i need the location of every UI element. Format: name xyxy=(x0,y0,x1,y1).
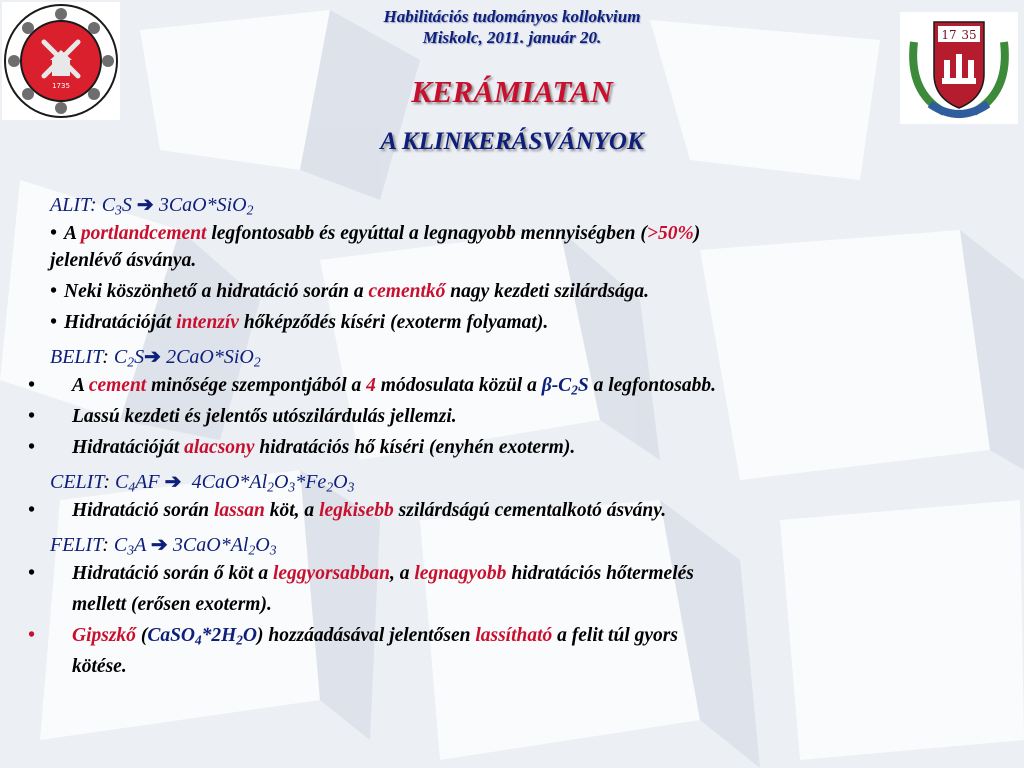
felit-b2-line-2: kötése. xyxy=(72,656,127,677)
felit-bullet-1 xyxy=(28,558,1020,620)
celit-label: CELIT xyxy=(50,471,104,493)
felit-b2-highlight: Gipszkő xyxy=(72,625,136,646)
alit-b2-text-b: nagy kezdeti szilárdsága. xyxy=(445,281,650,302)
celit-b1-text-a: Hidratáció során xyxy=(72,500,214,521)
belit-b3-text-b: hidratációs hő kíséri (enyhén exoterm). xyxy=(254,437,576,458)
alit-b1-text-c: ) xyxy=(693,223,701,244)
bullet-icon: • xyxy=(28,437,35,458)
celit-b1-highlight-2: legkisebb xyxy=(319,500,394,521)
university-logo-year-right: 35 xyxy=(961,28,977,42)
felit-b2-formula-sub2: 2 xyxy=(236,632,243,648)
belit-b1-number: 4 xyxy=(366,375,376,396)
bullet-icon: • xyxy=(28,500,35,521)
bullet-icon: • xyxy=(28,375,35,396)
header-line-2: Miskolc, 2011. január 20. xyxy=(422,28,602,47)
alit-formula-b: S xyxy=(121,194,132,216)
university-logo-year-left: 17 xyxy=(941,28,957,42)
belit-formula: C xyxy=(113,346,128,368)
felit-result: 3CaO*Al xyxy=(172,534,249,556)
alit-label: ALIT: xyxy=(50,194,97,216)
celit-formula-sub: 4 xyxy=(128,479,136,495)
belit-bullet-1 xyxy=(28,370,1020,401)
belit-result: 2CaO*SiO xyxy=(166,346,254,368)
celit-formula-b: AF xyxy=(135,471,160,493)
alit-bullet-2 xyxy=(50,276,1020,307)
celit-result-sub4: 3 xyxy=(347,479,355,495)
celit-result-sub2: 3 xyxy=(288,479,296,495)
celit-result-sub1: 2 xyxy=(267,479,274,495)
bullet-icon: • xyxy=(50,312,57,333)
felit-formula-sub: 3 xyxy=(127,542,135,558)
faculty-logo-year: 1735 xyxy=(52,82,70,90)
felit-b2-formula-b: *2H xyxy=(201,625,237,646)
slide-content xyxy=(28,192,1020,682)
felit-bullet-2 xyxy=(28,620,1020,682)
bullet-icon: • xyxy=(28,406,35,427)
celit-result-c: *Fe xyxy=(295,471,327,493)
celit-colon: : xyxy=(103,471,116,493)
alit-b3-highlight: intenzív xyxy=(176,312,239,333)
belit-formula-b: S xyxy=(134,346,145,368)
belit-b1-formula: β-C xyxy=(541,375,572,396)
felit-b2-text-c: a felit túl gyors xyxy=(552,625,678,646)
felit-result-b: O xyxy=(255,534,270,556)
felit-result-sub2: 3 xyxy=(269,542,277,558)
celit-result: 4CaO*Al xyxy=(191,471,268,493)
belit-b1-text-b: minősége szempontjából a xyxy=(146,375,367,396)
alit-heading xyxy=(50,192,1020,218)
felit-colon: : xyxy=(102,534,114,556)
alit-formula: C xyxy=(101,194,116,216)
alit-b2-text-a: Neki köszönhető a hidratáció során a xyxy=(64,281,369,302)
bullet-icon: • xyxy=(50,223,57,244)
belit-heading xyxy=(50,344,1020,370)
felit-b1-text-a: Hidratáció során ő köt a xyxy=(72,563,273,584)
celit-bullet-1 xyxy=(28,495,1020,526)
alit-b3-text-a: Hidratációját xyxy=(64,312,177,333)
alit-result: 3CaO*SiO xyxy=(158,194,247,216)
celit-result-d: O xyxy=(333,471,348,493)
felit-heading xyxy=(50,532,1020,558)
arrow-icon: ➔ xyxy=(150,534,168,556)
felit-b1-line-2: mellett (erősen exoterm). xyxy=(72,594,272,615)
celit-result-b: O xyxy=(273,471,289,493)
alit-b3-text-b: hőképződés kíséri (exoterm folyamat). xyxy=(238,312,549,333)
celit-result-sub3: 2 xyxy=(326,479,334,495)
belit-formula-sub: 2 xyxy=(127,354,135,370)
belit-b3-highlight: alacsony xyxy=(184,437,255,458)
felit-b1-highlight: leggyorsabban xyxy=(272,563,390,584)
belit-bullet-2 xyxy=(28,401,1020,432)
felit-result-sub1: 2 xyxy=(248,542,256,558)
bullet-icon: • xyxy=(28,563,35,584)
felit-b2-text-a: ( xyxy=(135,625,148,646)
celit-b1-text-c: szilárdságú cementalkotó ásvány. xyxy=(393,500,667,521)
celit-formula: C xyxy=(115,471,129,493)
felit-b2-formula-sub: 4 xyxy=(195,632,202,648)
bullet-icon: • xyxy=(50,281,57,302)
slide-subtitle: A KLINKERÁSVÁNYOK xyxy=(380,128,644,155)
celit-heading xyxy=(50,469,1020,495)
arrow-icon: ➔ xyxy=(144,346,161,368)
felit-formula-b: A xyxy=(134,534,146,556)
alit-b1-text-a: A xyxy=(64,223,81,244)
felit-b1-text-b: , a xyxy=(389,563,415,584)
belit-b1-highlight: cement xyxy=(88,375,147,396)
slide-header xyxy=(0,6,1024,48)
belit-b1-formula-sub: 2 xyxy=(571,382,578,398)
celit-b1-text-b: köt, a xyxy=(264,500,320,521)
alit-b1-highlight: portlandcement xyxy=(80,223,207,244)
arrow-icon: ➔ xyxy=(164,471,182,493)
bullet-icon: • xyxy=(28,625,35,646)
slide-title: KERÁMIATAN xyxy=(411,74,613,109)
belit-b1-formula-b: S xyxy=(577,375,589,396)
alit-b1-text-b: legfontosabb és egyúttal a legnagyobb mennyiségben ( xyxy=(206,223,647,244)
alit-bullet-3 xyxy=(50,307,1020,338)
belit-colon: : xyxy=(102,346,114,368)
felit-b2-formula: CaSO xyxy=(147,625,195,646)
felit-b2-highlight-2: lassítható xyxy=(475,625,553,646)
belit-bullet-3 xyxy=(28,432,1020,463)
alit-result-sub: 2 xyxy=(246,202,254,218)
arrow-icon: ➔ xyxy=(136,194,154,216)
alit-bullet-1-cont: jelenlévő ásványa. xyxy=(50,250,197,271)
alit-b2-highlight: cementkő xyxy=(368,281,446,302)
felit-b1-highlight-2: legnagyobb xyxy=(414,563,507,584)
alit-b1-percentage: >50% xyxy=(646,223,694,244)
belit-b1-text-a: A xyxy=(72,375,89,396)
felit-b1-text-c: hidratációs hőtermelés xyxy=(506,563,694,584)
felit-b2-text-b: ) hozzáadásával jelentősen xyxy=(257,625,476,646)
belit-result-sub: 2 xyxy=(253,354,261,370)
celit-b1-highlight: lassan xyxy=(213,500,265,521)
header-line-1: Habilitációs tudományos kollokvium xyxy=(383,7,641,26)
belit-label: BELIT xyxy=(50,346,103,368)
alit-formula-sub: 3 xyxy=(115,202,122,218)
felit-label: FELIT xyxy=(50,534,103,556)
belit-b3-text-a: Hidratációját xyxy=(72,437,185,458)
felit-b2-formula-c: O xyxy=(242,625,258,646)
belit-b2-text: Lassú kezdeti és jelentős utószilárdulás jellemzi. xyxy=(72,406,457,427)
belit-b1-text-c: módosulata közül a xyxy=(375,375,542,396)
belit-b1-text-d: a legfontosabb. xyxy=(588,375,716,396)
felit-formula: C xyxy=(113,534,128,556)
